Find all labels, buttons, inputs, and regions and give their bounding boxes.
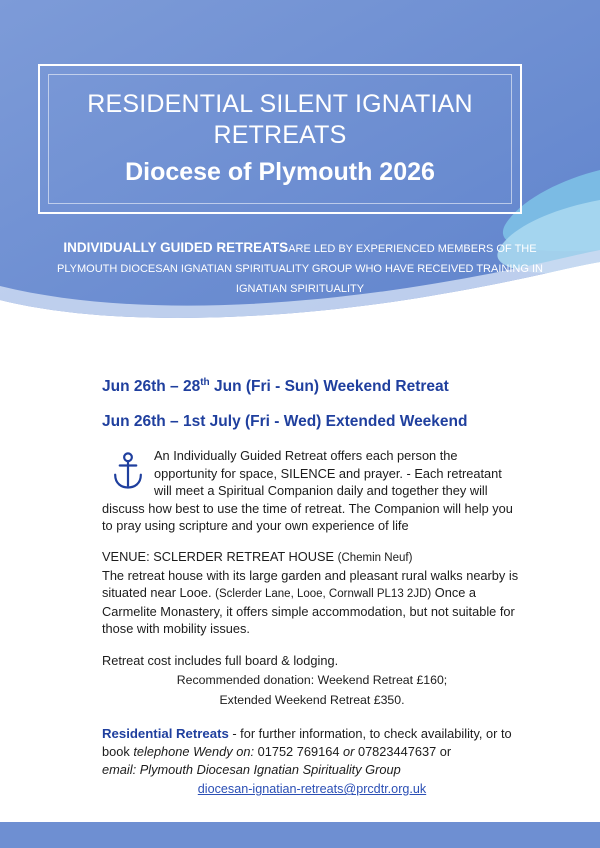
retreat-date-weekend-day: Jun 26th – 28	[102, 378, 201, 396]
contact-email-label: email:	[102, 762, 137, 778]
intro-rest: ARE LED BY EXPERIENCED MEMBERS OF THE PLYMOUTH DIOCESAN IGNATIAN SPIRITUALITY GROUP WHO HAVE RECEIVED TRAINING IN IGNATIAN SPIRITUALITY	[57, 243, 543, 295]
header-banner	[0, 0, 600, 330]
venue-block	[102, 548, 522, 638]
retreat-date-extended: Jun 26th – 1st July (Fri - Wed) Extended Weekend	[102, 413, 468, 431]
anchor-icon	[106, 449, 150, 493]
retreat-date-weekend-tail: Jun (Fri - Sun) Weekend Retreat	[209, 378, 449, 396]
contact-block	[102, 725, 522, 798]
poster-body	[102, 372, 522, 798]
contact-heading: Residential Retreats	[102, 726, 229, 742]
venue-body-1: The retreat house with its large garden and pleasant rural walks nearby is situated near Looe.	[102, 567, 519, 601]
contact-email-link[interactable]: diocesan-ignatian-retreats@prcdtr.org.uk	[197, 782, 427, 797]
contact-email-line	[102, 780, 522, 798]
contact-heading-tail: - for further information, to check availability, or to book	[102, 726, 512, 760]
venue-label-note: (Chemin Neuf)	[337, 551, 413, 564]
page-title: RESIDENTIAL SILENT IGNATIAN RETREATS	[87, 90, 473, 149]
contact-email-group: Plymouth Diocesan Ignatian Spirituality Group	[139, 762, 401, 778]
retreat-description	[102, 447, 522, 535]
contact-telephone-or: or	[343, 744, 355, 760]
cost-block	[102, 652, 522, 710]
venue-address: (Sclerder Lane, Looe, Cornwall PL13 2JD)	[215, 588, 432, 601]
intro-lead: INDIVIDUALLY GUIDED RETREATS	[63, 240, 289, 255]
contact-telephone-number: 01752 769164	[257, 744, 340, 760]
footer-bar	[0, 822, 600, 848]
title-box	[38, 64, 522, 214]
retreat-date-weekend-sup: th	[200, 377, 210, 388]
contact-telephone-alt: 07823447637 or	[357, 744, 452, 760]
contact-telephone-label: telephone Wendy on:	[133, 744, 255, 760]
cost-recommended-weekend: Recommended donation: Weekend Retreat £160;	[176, 673, 448, 688]
venue-body-2: Once a Carmelite Monastery, it offers simple accommodation, but not suitable for those with mobility issues.	[102, 585, 515, 637]
cost-line: Retreat cost includes full board & lodging.	[102, 652, 339, 668]
retreat-description-text: An Individually Guided Retreat offers each person the opportunity for space, SILENCE and prayer. - Each retreatant will meet a Spiritual Companion daily and together they will discuss how best to use the time of retreat. The Companion will help you to pray using scripture and your own experience of life	[102, 448, 513, 534]
retreat-date-weekend	[102, 372, 522, 398]
intro-statement	[44, 238, 556, 299]
title-inner-frame	[48, 74, 512, 204]
venue-label: VENUE: SCLERDER RETREAT HOUSE	[102, 548, 335, 564]
cost-recommended-extended: Extended Weekend Retreat £350.	[219, 693, 405, 708]
page-subtitle-year: Diocese of Plymouth 2026	[125, 158, 435, 186]
